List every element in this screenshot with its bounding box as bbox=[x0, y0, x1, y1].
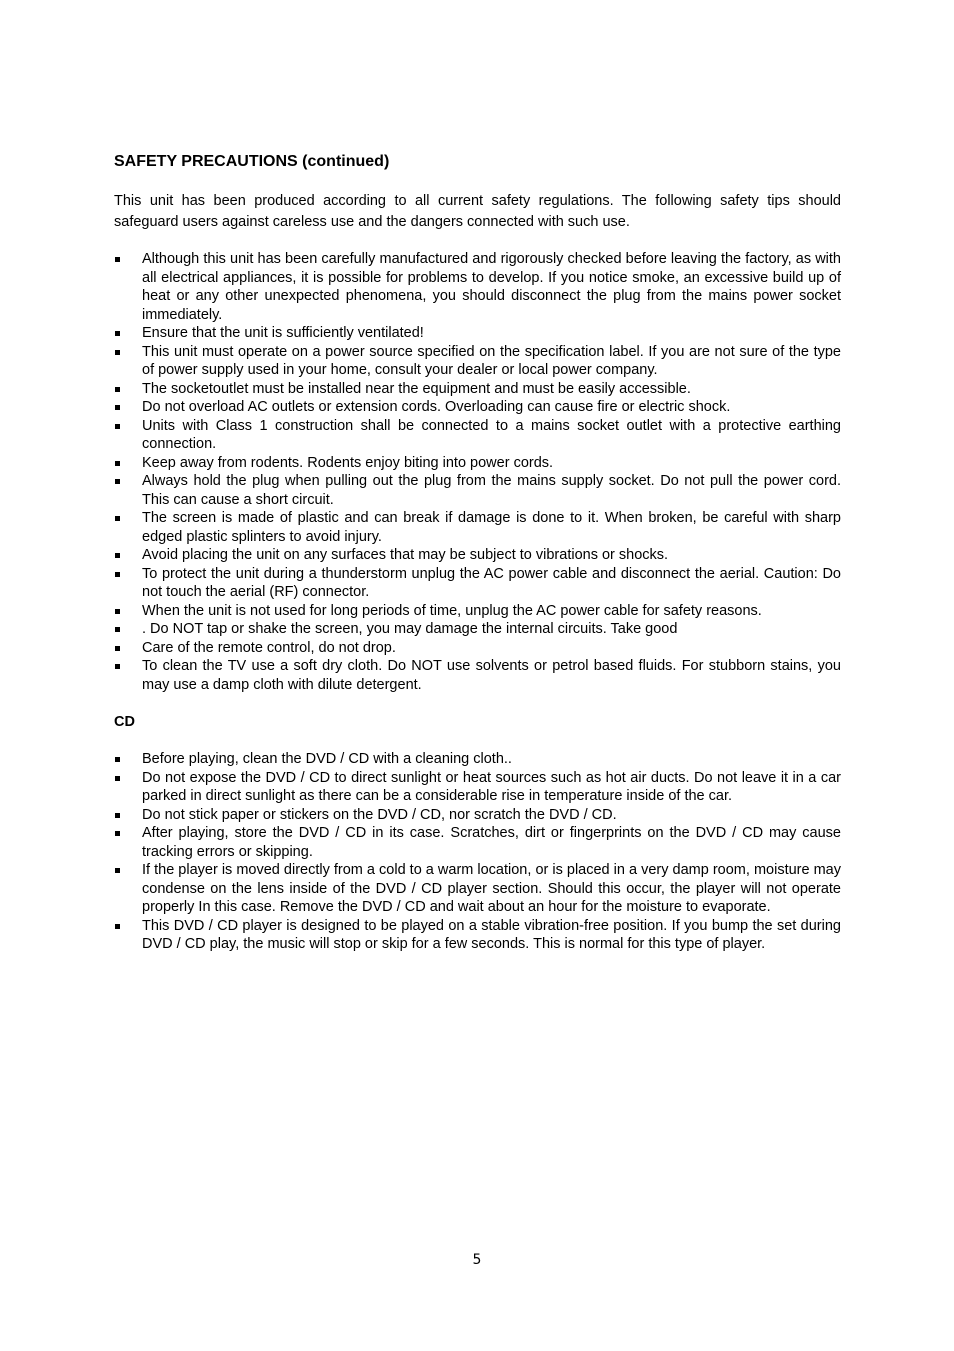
list-item bbox=[114, 398, 841, 417]
square-bullet-icon bbox=[115, 331, 120, 336]
square-bullet-icon bbox=[115, 387, 120, 392]
list-item bbox=[114, 824, 841, 861]
square-bullet-icon bbox=[115, 924, 120, 929]
square-bullet-icon bbox=[115, 572, 120, 577]
list-item-text: Keep away from rodents. Rodents enjoy biting into power cords. bbox=[142, 454, 554, 471]
list-item-text: Do not stick paper or stickers on the DVD / CD, nor scratch the DVD / CD. bbox=[142, 806, 617, 823]
cd-precautions-list bbox=[114, 750, 841, 954]
list-item-text: Always hold the plug when pulling out the plug from the mains supply socket. Do not pull the power cord. This can cause a short circuit. bbox=[142, 473, 841, 508]
square-bullet-icon bbox=[115, 553, 120, 558]
list-item-text: Do not overload AC outlets or extension cords. Overloading can cause fire or electric shock. bbox=[142, 399, 731, 415]
list-item-text: To protect the unit during a thunderstorm unplug the AC power cable and disconnect the aerial. Caution: Do not touch the aerial (RF) connector. bbox=[142, 565, 841, 600]
list-item-text: The socketoutlet must be installed near the equipment and must be easily accessible. bbox=[142, 380, 691, 397]
list-item-text: Avoid placing the unit on any surfaces that may be subject to vibrations or shocks. bbox=[142, 547, 669, 563]
list-item bbox=[114, 472, 841, 509]
page-content bbox=[114, 152, 841, 954]
square-bullet-icon bbox=[115, 516, 120, 521]
square-bullet-icon bbox=[115, 609, 120, 614]
list-item bbox=[114, 380, 841, 399]
square-bullet-icon bbox=[115, 461, 120, 466]
list-item bbox=[114, 343, 841, 380]
square-bullet-icon bbox=[115, 831, 120, 836]
list-item bbox=[114, 454, 841, 473]
list-item bbox=[114, 250, 841, 324]
square-bullet-icon bbox=[115, 776, 120, 781]
list-item-text: Care of the remote control, do not drop. bbox=[142, 639, 396, 656]
square-bullet-icon bbox=[115, 813, 120, 818]
list-item-text: The screen is made of plastic and can break if damage is done to it. When broken, be careful with sharp edged plastic splinters to avoid injury. bbox=[142, 510, 841, 545]
list-item bbox=[114, 324, 841, 343]
list-item bbox=[114, 806, 841, 825]
list-item-text: Ensure that the unit is sufficiently ventilated! bbox=[142, 325, 424, 341]
list-item-text: Do not expose the DVD / CD to direct sunlight or heat sources such as hot air ducts. Do not leave it in a car parked in direct sunlight as there can be a considerable rise in temperature inside of the car. bbox=[142, 769, 841, 804]
square-bullet-icon bbox=[115, 405, 120, 410]
list-item bbox=[114, 861, 841, 917]
square-bullet-icon bbox=[115, 424, 120, 429]
safety-precautions-list bbox=[114, 250, 841, 694]
square-bullet-icon bbox=[115, 350, 120, 355]
cd-section-heading: CD bbox=[114, 714, 135, 730]
list-item bbox=[114, 602, 841, 621]
list-item bbox=[114, 546, 841, 565]
page-heading: SAFETY PRECAUTIONS (continued) bbox=[114, 153, 390, 170]
list-item bbox=[114, 917, 841, 954]
list-item-text: Although this unit has been carefully manufactured and rigorously checked before leaving the factory, as with all electrical appliances, it is possible for problems to develop. If you notice smoke, an excessive build up of heat or any other unexpected phenomena, you should disconnect the plug from the mains power socket immediately. bbox=[142, 251, 841, 323]
list-item bbox=[114, 750, 841, 769]
list-item-text: This DVD / CD player is designed to be played on a stable vibration-free position. If you bump the set during DVD / CD play, the music will stop or skip for a few seconds. This is normal for this type of player. bbox=[142, 917, 841, 952]
intro-paragraph: This unit has been produced according to all current safety regulations. The following safety tips should safeguard users against careless use and the dangers connected with such use. bbox=[114, 193, 841, 230]
list-item-text: Before playing, clean the DVD / CD with a cleaning cloth.. bbox=[142, 751, 512, 767]
square-bullet-icon bbox=[115, 257, 120, 262]
list-item bbox=[114, 657, 841, 694]
list-item bbox=[114, 417, 841, 454]
list-item-text: If the player is moved directly from a cold to a warm location, or is placed in a very damp room, moisture may condense on the lens inside of the DVD / CD player section. Should this occur, the player will not operate properly In this case. Remove the DVD / CD and wait about an hour for the moisture to evaporate. bbox=[142, 862, 841, 915]
list-item-text: . Do NOT tap or shake the screen, you may damage the internal circuits. Take good bbox=[142, 621, 678, 637]
square-bullet-icon bbox=[115, 664, 120, 669]
page-number: 5 bbox=[472, 1252, 482, 1268]
list-item-text: When the unit is not used for long periods of time, unplug the AC power cable for safety reasons. bbox=[142, 602, 762, 619]
square-bullet-icon bbox=[115, 479, 120, 484]
list-item-text: This unit must operate on a power source specified on the specification label. If you are not sure of the type of power supply used in your home, consult your dealer or local power company. bbox=[142, 343, 841, 378]
list-item-text: To clean the TV use a soft dry cloth. Do NOT use solvents or petrol based fluids. For stubborn stains, you may use a damp cloth with dilute detergent. bbox=[142, 658, 841, 693]
square-bullet-icon bbox=[115, 757, 120, 762]
list-item-text: After playing, store the DVD / CD in its case. Scratches, dirt or fingerprints on the DVD / CD may cause tracking errors or skipping. bbox=[142, 825, 841, 860]
list-item bbox=[114, 769, 841, 806]
list-item bbox=[114, 509, 841, 546]
list-item-text: Units with Class 1 construction shall be connected to a mains socket outlet with a protective earthing connection. bbox=[142, 417, 841, 452]
list-item bbox=[114, 620, 841, 639]
square-bullet-icon bbox=[115, 646, 120, 651]
list-item bbox=[114, 565, 841, 602]
square-bullet-icon bbox=[115, 868, 120, 873]
list-item bbox=[114, 639, 841, 658]
square-bullet-icon bbox=[115, 627, 120, 632]
